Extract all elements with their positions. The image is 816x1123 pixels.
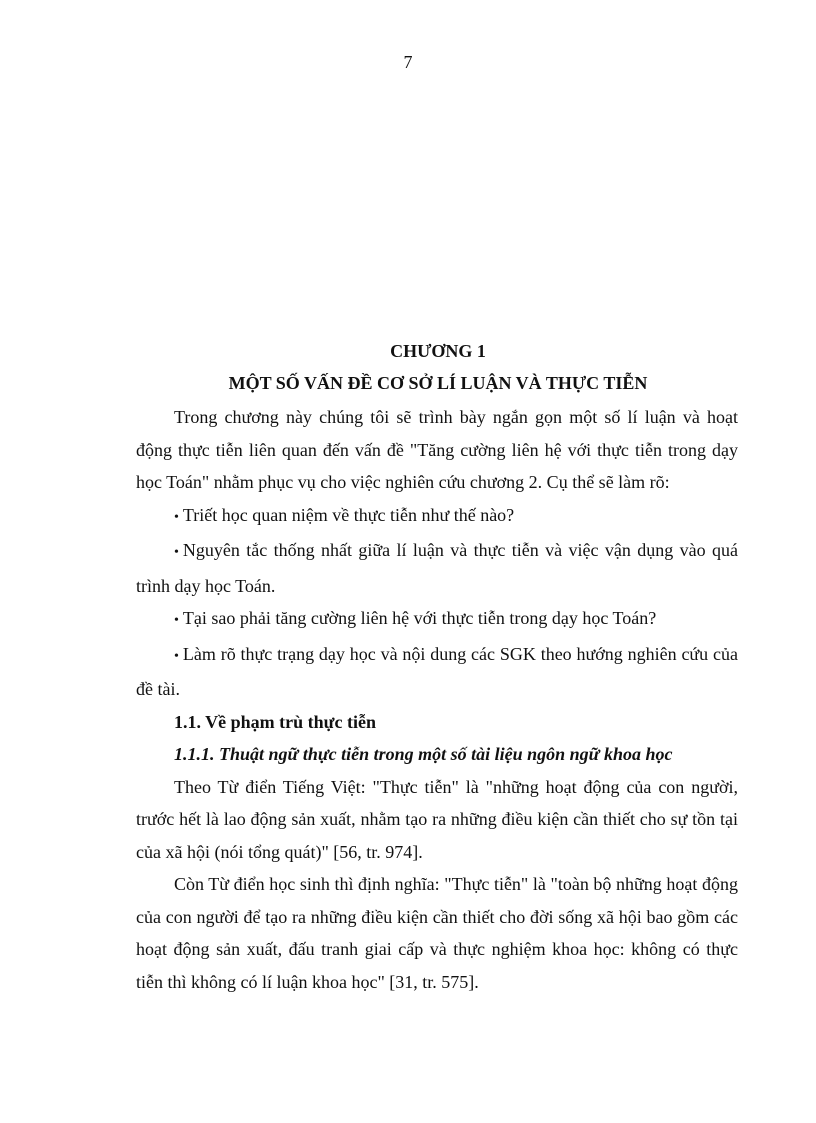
paragraph: Theo Từ điển Tiếng Việt: "Thực tiễn" là "những hoạt động của con người, trước hết là lao động sản xuất, nhằm tạo ra những điều kiện cần thiết cho sự tồn tại của xã hội (nói tổng quát)" [56, tr. 974]. <box>136 776 738 862</box>
section-heading: 1.1. Về phạm trù thực tiễn <box>174 711 376 732</box>
bullet-icon: • <box>174 509 179 525</box>
chapter-title: MỘT SỐ VẤN ĐỀ CƠ SỞ LÍ LUẬN VÀ THỰC TIỄN <box>228 373 648 393</box>
bullet-text: Triết học quan niệm về thực tiễn như thế nào? <box>182 504 515 525</box>
page-number: 7 <box>403 52 413 72</box>
bullet-item <box>136 499 738 535</box>
bullet-icon: • <box>174 613 179 628</box>
bullet-icon: • <box>174 545 179 560</box>
bullet-item <box>136 534 738 602</box>
body-text <box>136 401 738 998</box>
bullet-item <box>136 602 738 638</box>
bullet-item <box>136 638 738 706</box>
intro-paragraph: Trong chương này chúng tôi sẽ trình bày ngắn gọn một số lí luận và hoạt động thực tiễn liên quan đến vấn đề "Tăng cường liên hệ với thực tiễn trong dạy học Toán" nhằm phục vụ cho việc nghiên cứu chương 2. Cụ thể sẽ làm rõ: <box>136 407 738 492</box>
bullet-text: Làm rõ thực trạng dạy học và nội dung các SGK theo hướng nghiên cứu của đề tài. <box>136 643 738 699</box>
bullet-text: Tại sao phải tăng cường liên hệ với thực tiễn trong dạy học Toán? <box>182 608 657 628</box>
subsection-heading: 1.1.1. Thuật ngữ thực tiễn trong một số tài liệu ngôn ngữ khoa học <box>174 744 673 764</box>
paragraph: Còn Từ điển học sinh thì định nghĩa: "Thực tiễn" là "toàn bộ những hoạt động của con người để tạo ra những điều kiện cần thiết cho đời sống xã hội bao gồm các hoạt động sản xuất, đấu tranh giai cấp và thực nghiệm khoa học: không có thực tiễn thì không có lí luận khoa học" [31, tr. 575]. <box>136 874 738 992</box>
chapter-label: CHƯƠNG 1 <box>390 341 486 361</box>
bullet-icon: • <box>174 648 179 664</box>
bullet-text: Nguyên tắc thống nhất giữa lí luận và thực tiễn và việc vận dụng vào quá trình dạy học Toán. <box>136 540 738 596</box>
